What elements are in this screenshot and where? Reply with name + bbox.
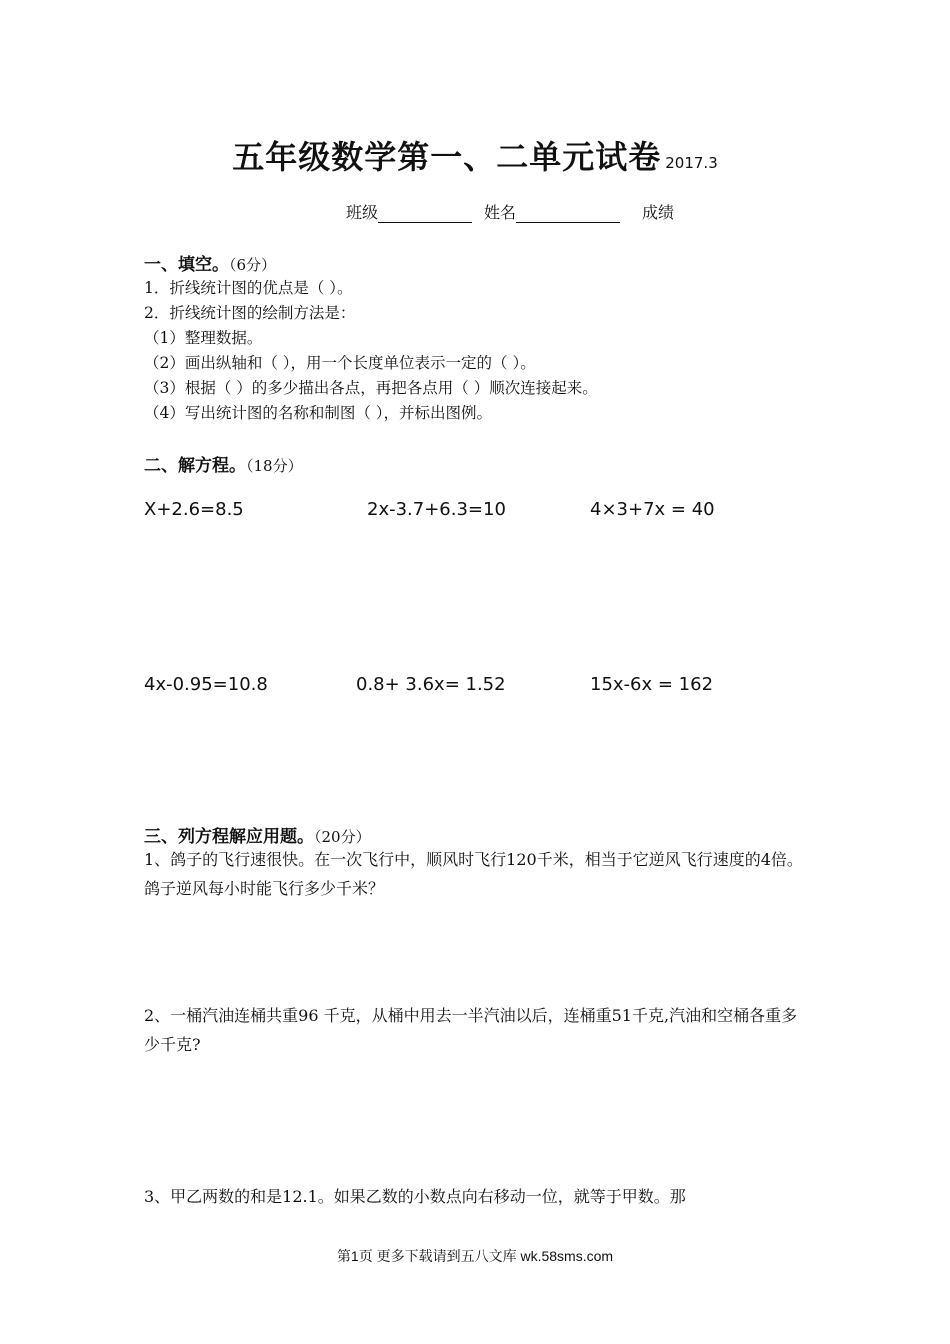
section1-heading [144,250,276,275]
page-footer: 第1页 更多下载请到五八文库 wk.58sms.com [336,1248,614,1264]
name-label: 姓名 [484,203,517,222]
equation-4: 4x-0.95=10.8 [144,674,268,695]
section3-heading [144,822,371,847]
s1-line-5: （3）根据（ ）的多少描出各点，再把各点用（ ）顺次连接起来。 [144,379,598,397]
s1-line-6: （4）写出统计图的名称和制图（ ），并标出图例。 [144,404,493,422]
page-title [0,132,950,178]
section3-points: （20分） [314,828,371,846]
class-blank[interactable] [378,204,472,223]
s1-line-1: 1．折线统计图的优点是（ ）。 [144,279,353,297]
word-problem-3: 3、甲乙两数的和是12.1。如果乙数的小数点向右移动一位，就等于甲数。那 [144,1187,686,1206]
section3-title: 三、列方程解应用题。 [144,827,314,847]
s1-line-2: 2．折线统计图的绘制方法是： [144,304,356,322]
equation-3: 4×3+7x = 40 [590,499,715,520]
section1-points: （6分） [229,256,277,274]
name-blank[interactable] [516,204,620,223]
title-main: 五年级数学第一、二单元试卷 [232,138,662,176]
score-label: 成绩 [642,203,675,222]
equation-6: 15x-6x = 162 [590,674,714,695]
equation-5: 0.8+ 3.6x= 1.52 [356,674,506,695]
equation-1: X+2.6=8.5 [144,499,244,520]
class-label: 班级 [346,203,379,222]
s1-line-3: （1）整理数据。 [144,329,263,347]
title-date: 2017.3 [665,154,718,172]
word-problem-1: 1、鸽子的飞行速很快。在一次飞行中，顺风时飞行120千米，相当于它逆风飞行速度的4倍。鸽子逆风每小时能飞行多少千米？ [144,850,803,898]
section1-title: 一、填空。 [144,255,229,275]
section2-points: （18分） [246,457,303,475]
s1-line-4: （2）画出纵轴和（ ），用一个长度单位表示一定的（ ）。 [144,354,536,372]
word-problem-2: 2、一桶汽油连桶共重96 千克，从桶中用去一半汽油以后，连桶重51千克,汽油和空桶各重多少千克? [144,1006,798,1054]
section2-heading [144,451,303,476]
section2-title: 二、解方程。 [144,456,246,476]
student-info [346,200,674,223]
equation-2: 2x-3.7+6.3=10 [367,499,506,520]
